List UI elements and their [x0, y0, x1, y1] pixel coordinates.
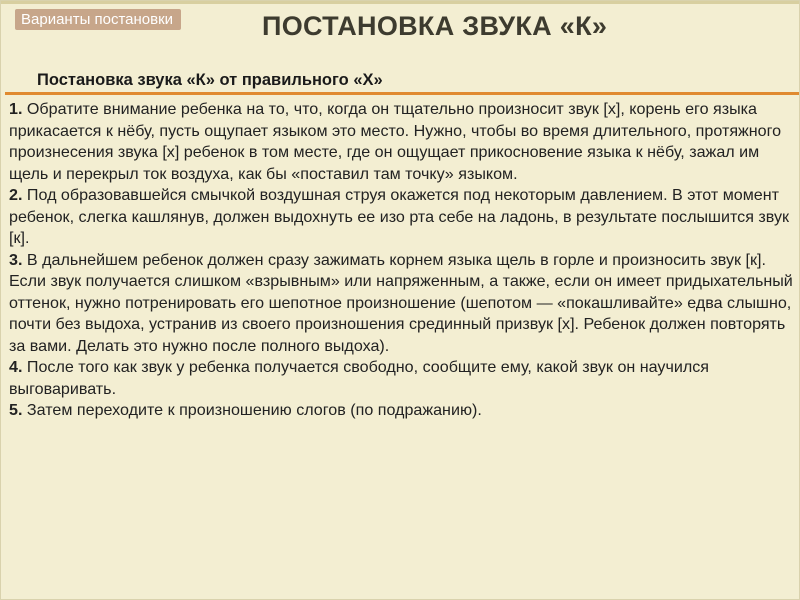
paragraph-3	[9, 250, 794, 358]
paragraph-1	[9, 99, 794, 185]
step-number: 1.	[9, 100, 23, 118]
accent-divider	[5, 92, 800, 95]
variants-nav-link[interactable]: Варианты постановки	[15, 9, 181, 30]
paragraph-4	[9, 357, 794, 400]
step-text: Под образовавшейся смычкой воздушная струя окажется под некоторым давлением. В этот момент ребенок, слегка кашлянув, должен выдохнуть ее изо рта себе на ладонь, в результате послышится звук [к].	[9, 186, 790, 247]
step-text: В дальнейшем ребенок должен сразу зажимать корнем языка щель в горле и произносить звук [к]. Если звук получается слишком «взрывным» или напряженным, а также, если он имеет придыхательный оттенок, нужно потренировать его шепотное произношение (шепотом — «покашливайте» едва слышно, почти без выдоха, устранив из своего произношения срединный призвук [х]. Ребенок должен повторять за вами. Делать это нужно после полного выдоха).	[9, 250, 793, 355]
step-number: 3.	[9, 250, 23, 269]
paragraph-2	[9, 185, 794, 250]
step-number: 4.	[9, 358, 23, 376]
step-number: 2.	[9, 186, 23, 204]
top-band	[1, 1, 800, 4]
step-text: Обратите внимание ребенка на то, что, когда он тщательно произносит звук [х], корень его языка прикасается к нёбу, пусть ощупает языком это место. Нужно, чтобы во время длительного, протяжного произнесения звука [х] ребенок в том месте, где он ощущает прикосновение языка к нёбу, зажал им щель и перекрыл ток воздуха, как бы «поставил там точку» языком.	[9, 100, 782, 183]
body-text	[9, 99, 794, 422]
step-text: После того как звук у ребенка получается свободно, сообщите ему, какой звук он научился выговаривать.	[9, 358, 709, 398]
slide-title: ПОСТАНОВКА ЗВУКА «К»	[262, 11, 608, 41]
paragraph-5	[9, 400, 794, 422]
slide-subtitle: Постановка звука «К» от правильного «Х»	[37, 71, 383, 89]
step-text: Затем переходите к произношению слогов (по подражанию).	[22, 401, 482, 419]
step-number: 5.	[9, 401, 23, 419]
